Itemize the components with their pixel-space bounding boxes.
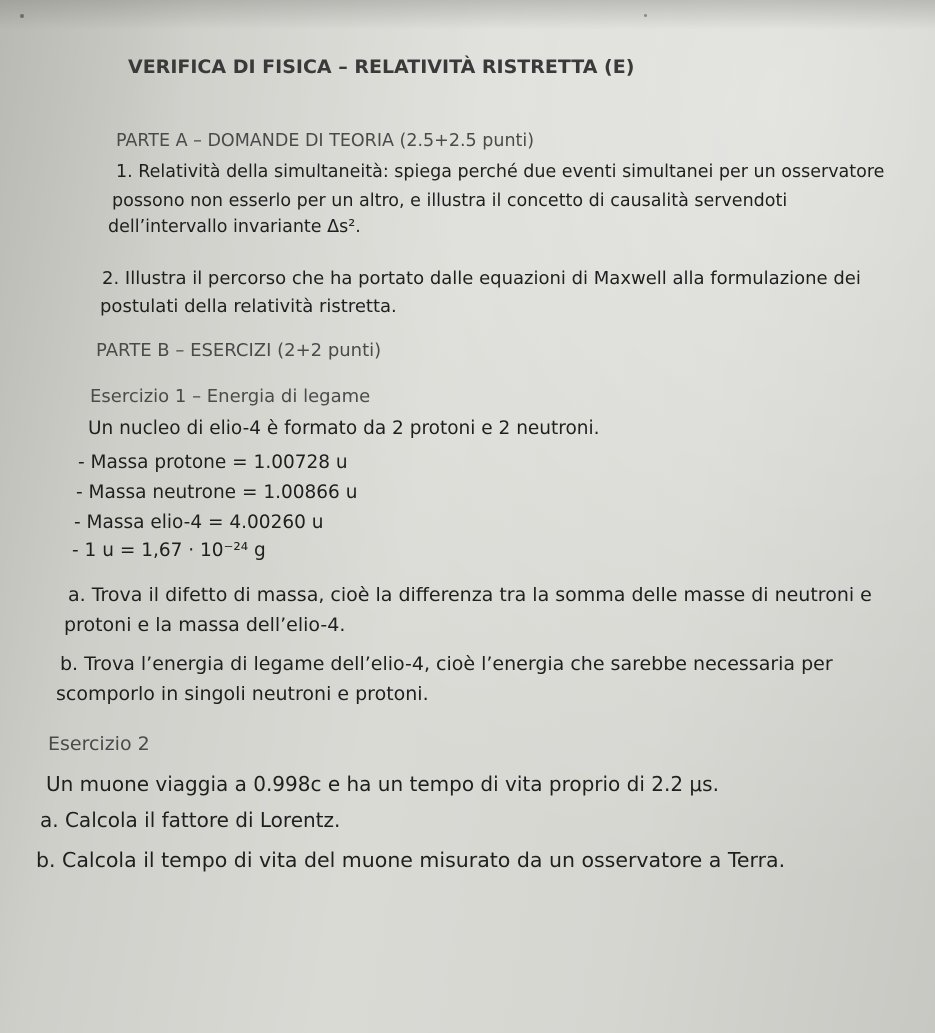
exercise-2-part-b: b. Calcola il tempo di vita del muone misurato da un osservatore a Terra. [36,848,786,872]
exercise-2-intro: Un muone viaggia a 0.998c e ha un tempo di vita proprio di 2.2 μs. [46,772,719,796]
exercise-1-part-a-line: protoni e la massa dell’elio-4. [64,614,346,636]
exercise-1-data-item: - Massa protone = 1.00728 u [78,452,348,473]
exercise-1-intro: Un nucleo di elio-4 è formato da 2 protoni e 2 neutroni. [88,418,600,439]
question-1-line: 1. Relatività della simultaneità: spiega perché due eventi simultanei per un osservatore [116,162,885,182]
question-1-line: dell’intervallo invariante Δs². [108,217,361,237]
question-1-line: possono non esserlo per un altro, e illustra il concetto di causalità servendoti [112,191,788,211]
part-b-heading: PARTE B – ESERCIZI (2+2 punti) [96,340,382,361]
exercise-1-part-a-line: a. Trova il difetto di massa, cioè la differenza tra la somma delle masse di neutroni e [68,584,872,606]
paper-speck [644,14,647,17]
question-2-line: postulati della relatività ristretta. [100,296,397,317]
part-a-heading: PARTE A – DOMANDE DI TEORIA (2.5+2.5 punti) [116,131,535,151]
exercise-1-title: Esercizio 1 – Energia di legame [90,386,371,407]
exercise-1-data-item: - Massa neutrone = 1.00866 u [76,482,358,503]
document-title: VERIFICA DI FISICA – RELATIVITÀ RISTRETTA (E) [128,56,635,78]
exercise-1-part-b-line: scomporlo in singoli neutroni e protoni. [56,683,429,705]
exercise-2-part-a: a. Calcola il fattore di Lorentz. [40,808,341,832]
exercise-2-title: Esercizio 2 [48,733,150,755]
exercise-1-data-item: - Massa elio-4 = 4.00260 u [74,512,324,533]
paper-speck [20,14,24,18]
question-2-line: 2. Illustra il percorso che ha portato dalle equazioni di Maxwell alla formulazione dei [102,268,861,289]
exercise-1-data-item: - 1 u = 1,67 · 10⁻²⁴ g [72,540,266,561]
exercise-1-part-b-line: b. Trova l’energia di legame dell’elio-4, cioè l’energia che sarebbe necessaria per [60,653,833,675]
top-shadow [0,0,935,30]
